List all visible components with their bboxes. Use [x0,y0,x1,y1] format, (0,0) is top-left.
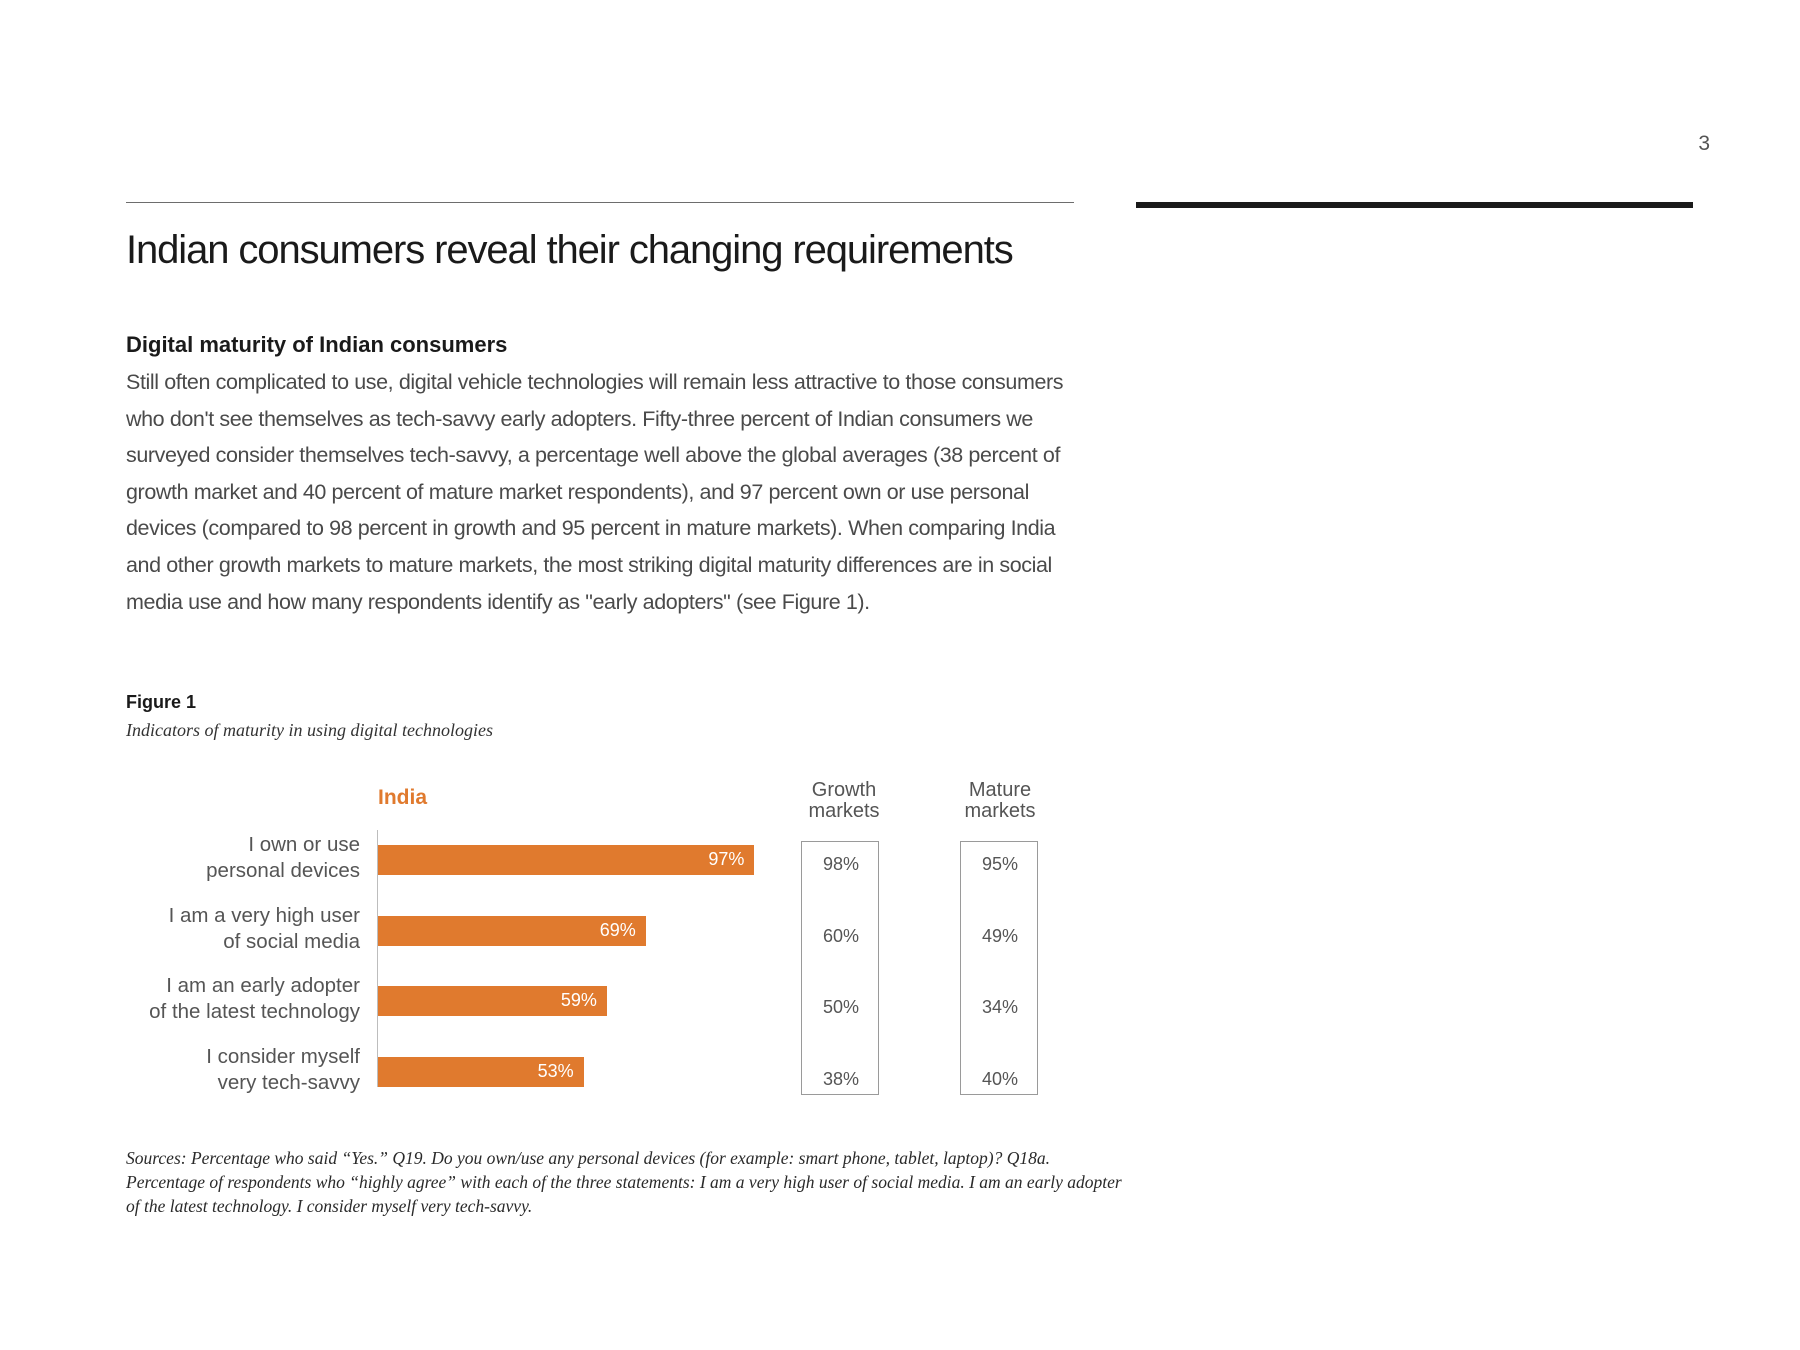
bar-india-3 [378,986,607,1016]
growth-markets-value-2: 60% [822,925,860,946]
figure-caption: Indicators of maturity in using digital technologies [126,720,493,740]
category-label-2: I am a very high user of social media [168,903,360,953]
mature-markets-box [960,841,1038,1095]
bar-india-1 [378,845,754,875]
series-label-india: India [378,786,428,809]
bar-value-label: 69% [599,919,636,940]
column-header-mature-markets: Mature markets [964,779,1036,822]
figure-label: Figure 1 [126,692,197,712]
bar-india-2 [378,916,646,946]
category-label-4: I consider myself very tech-savvy [206,1044,360,1094]
page-title: Indian consumers reveal their changing requirements [126,228,1013,272]
sources-note: Sources: Percentage who said “Yes.” Q19. Do you own/use any personal devices (for example: smart phone, tablet, laptop)? Q18a. Percentage of respondents who “highly agree” with each of the three statements: I am a very high user of social media. I am an early adopter of the latest technology. I consider myself very tech-savvy. [126,1148,1122,1216]
header-divider [126,202,1074,203]
bar-value-label: 97% [708,849,745,869]
page-number: 3 [1698,132,1710,155]
growth-markets-value-1: 98% [822,854,860,874]
column-header-growth-markets: Growth markets [808,779,880,822]
section-heading: Digital maturity of Indian consumers [126,332,508,357]
mature-markets-value-2: 49% [981,925,1019,946]
growth-markets-value-4: 38% [822,1068,860,1089]
mature-markets-value-1: 95% [981,854,1019,874]
growth-markets-box [801,841,879,1095]
mature-markets-value-4: 40% [981,1068,1019,1089]
bar-value-label: 59% [560,990,597,1010]
category-label-3: I am an early adopter of the latest technology [149,974,360,1023]
growth-markets-value-3: 50% [822,997,860,1017]
mature-markets-value-3: 34% [981,997,1019,1017]
header-accent-rule [1136,202,1693,208]
body-paragraph: Still often complicated to use, digital vehicle technologies will remain less attractive to those consumers who don't see themselves as tech-savvy early adopters. Fifty-three percent of Indian consumers we surveyed consider themselves tech-savvy, a percentage well above the global averages (38 percent of growth market and 40 percent of mature market respondents), and 97 percent own or use personal devices (compared to 98 percent in growth and 95 percent in mature markets). When comparing India and other growth markets to mature markets, the most striking digital maturity differences are in social media use and how many respondents identify as "early adopters" (see Figure 1). [126,370,1064,614]
category-label-1: I own or use personal devices [206,833,360,882]
bar-india-4 [378,1057,584,1087]
bar-value-label: 53% [537,1060,574,1081]
